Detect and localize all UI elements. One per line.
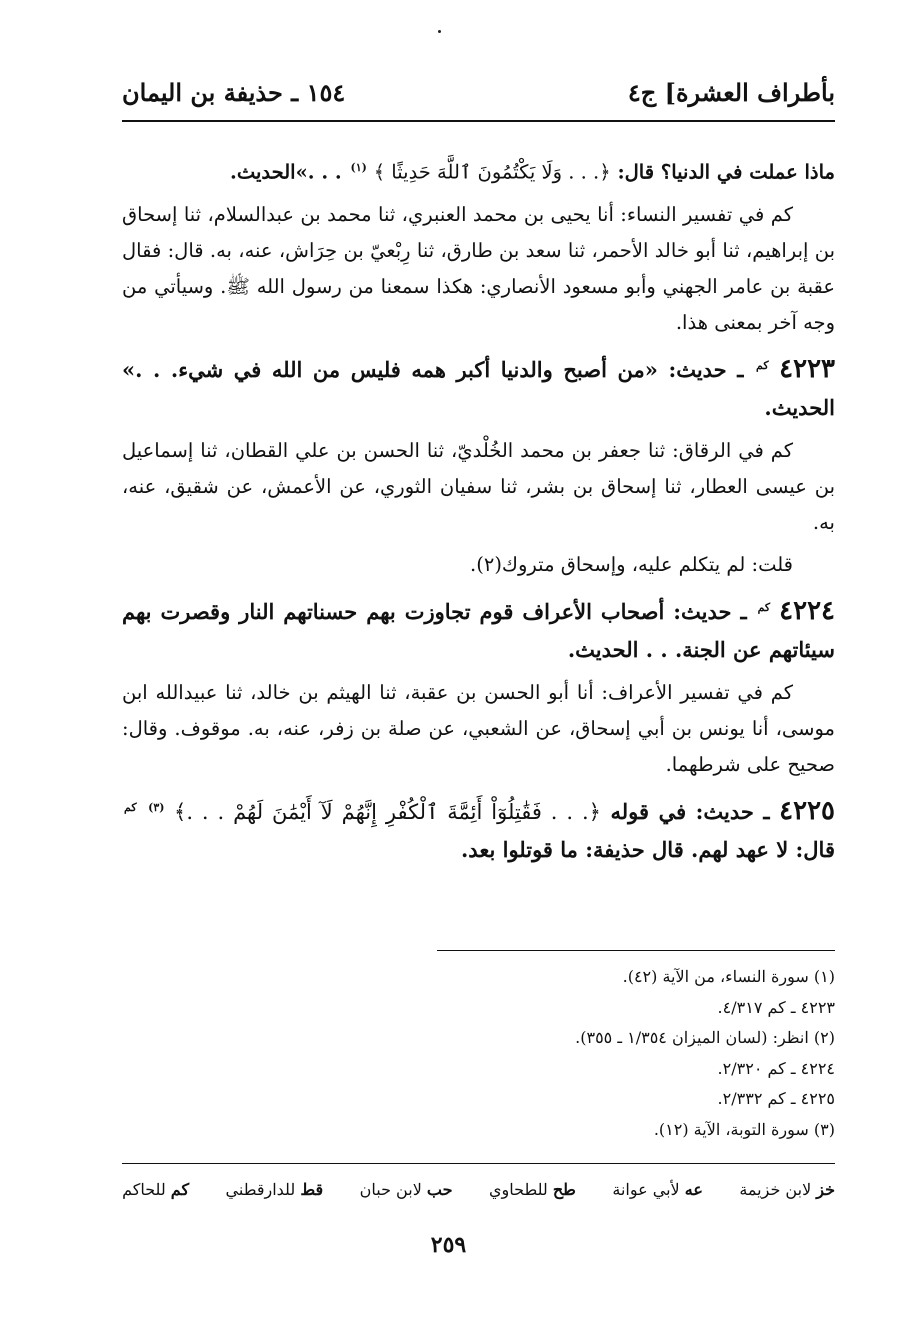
source-symbol-4225: كم — [124, 800, 137, 814]
p1-lead: ماذا عملت في الدنيا؟ قال: — [617, 160, 835, 184]
abbr-code: كم — [170, 1180, 190, 1199]
abbr-code: طح — [552, 1180, 576, 1199]
abbr-item — [360, 1180, 453, 1199]
hadith-text-4224: ـ حديث: أصحاب الأعراف قوم تجاوزت بهم حسناتهم النار وقصرت بهم سيئاتهم عن الجنة. . . الحديث. — [122, 598, 835, 662]
quran-verse-1: ﴿. . . وَلَا يَكْتُمُونَ ٱللَّهَ حَدِيثًا ﴾ — [373, 160, 611, 184]
quran-verse-2: ﴿. . . فَقَٰتِلُوٓاْ أَئِمَّةَ ٱلْكُفْرِ إِنَّهُمْ لَآ أَيْمَٰنَ لَهُمْ . . .﴾ — [174, 799, 601, 824]
hadith-4225 — [122, 789, 835, 869]
footnotes — [415, 962, 835, 1145]
hadith-number-4223: ٤٢٢٣ — [779, 353, 836, 384]
hadith-4223 — [122, 347, 835, 427]
footnote-item: ٤٢٢٣ ـ كم ٤/٣١٧. — [717, 997, 835, 1017]
footnote-ref-1: (١) — [350, 161, 367, 174]
abbr-item — [739, 1180, 835, 1199]
paragraph-3: كم في الرقاق: ثنا جعفر بن محمد الخُلْديّ، ثنا الحسن بن علي القطان، ثنا إسماعيل بن عيسى العطار، ثنا إسحاق بن بشر، ثنا سفيان الثوري، عن الأعمش، عن شقيق، عنه، به. — [122, 438, 835, 534]
abbr-item — [612, 1180, 703, 1199]
abbreviation-key — [122, 1180, 835, 1199]
header-chapter-title: ١٥٤ ـ حذيفة بن اليمان — [122, 77, 346, 107]
paragraph-1 — [122, 150, 835, 191]
footnote-item: (٣) سورة التوبة، الآية (١٢). — [653, 1119, 835, 1139]
abbr-code: حب — [426, 1180, 453, 1199]
header-rule — [122, 120, 835, 122]
footnote-item: (١) سورة النساء، من الآية (٤٢). — [622, 967, 835, 986]
hadith-lead-4225: ـ حديث: في قوله — [610, 798, 770, 824]
abbr-code: عه — [684, 1180, 703, 1199]
running-header — [122, 72, 835, 112]
abbr-item — [122, 1180, 189, 1199]
footnote-item: ٤٢٢٥ ـ كم ٢/٣٣٢. — [717, 1089, 835, 1108]
hadith-number-4225: ٤٢٢٥ — [779, 795, 835, 826]
paragraph-2: كم في تفسير النساء: أنا يحيى بن محمد العنبري، ثنا محمد بن عبدالسلام، ثنا إسحاق بن إبراهيم، ثنا أبو خالد الأحمر، ثنا سعد بن طارق، ثنا رِبْعيّ بن حِرَاش، عنه، به. قال: فقال عقبة بن عامر الجهني وأبو مسعود الأنصاري: هكذا سمعنا من رسول الله ﷺ. وسيأتي من وجه آخر بمعنى هذا. — [122, 202, 835, 334]
footnote-rule — [437, 950, 835, 951]
abbr-name: لأبي عوانة — [612, 1180, 680, 1199]
footnote-item: ٤٢٢٤ ـ كم ٢/٣٢٠. — [717, 1058, 835, 1078]
paragraph-5: كم في تفسير الأعراف: أنا أبو الحسن بن عقبة، ثنا الهيثم بن خالد، ثنا عبيدالله ابن موسى، أنا يونس بن أبي إسحاق، عن الشعبي، عن صلة بن زفر، عنه، به. موقوف. وقال: صحيح على شرطهما. — [122, 680, 835, 776]
page-number: ٢٥٩ — [430, 1232, 467, 1258]
abbr-item — [489, 1180, 576, 1199]
hadith-text-4223: ـ حديث: «من أصبح والدنيا أكبر همه فليس من الله في شيء. . .» الحديث. — [122, 356, 835, 420]
abbr-name: للطحاوي — [488, 1180, 548, 1199]
paragraph-4: قلت: لم يتكلم عليه، وإسحاق متروك(٢). — [470, 552, 793, 576]
abbr-item — [226, 1180, 324, 1199]
hadith-tail-4225: قال: لا عهد لهم. قال حذيفة: ما قوتلوا بعد. — [460, 836, 835, 862]
abbr-name: لابن خزيمة — [739, 1180, 812, 1199]
main-text — [122, 150, 835, 875]
abbr-code: قط — [300, 1180, 324, 1199]
header-book-title: بأطراف العشرة] ج٤ — [627, 77, 835, 107]
abbr-name: لابن حبان — [359, 1180, 422, 1199]
print-dot — [438, 30, 441, 33]
abbr-name: للحاكم — [122, 1180, 166, 1199]
footnote-ref-3: (٣) — [148, 800, 165, 814]
abbr-code: خز — [816, 1180, 835, 1199]
abbreviation-rule — [122, 1163, 835, 1164]
source-symbol-4224: كم — [757, 600, 771, 614]
hadith-4224 — [122, 589, 835, 669]
footnote-item: (٢) انظر: (لسان الميزان ١/٣٥٤ ـ ٣٥٥). — [575, 1028, 835, 1047]
p1-tail: . . .»الحديث. — [230, 160, 342, 184]
abbr-name: للدارقطني — [225, 1180, 296, 1199]
hadith-number-4224: ٤٢٢٤ — [779, 595, 835, 626]
source-symbol-4223: كم — [756, 358, 769, 372]
